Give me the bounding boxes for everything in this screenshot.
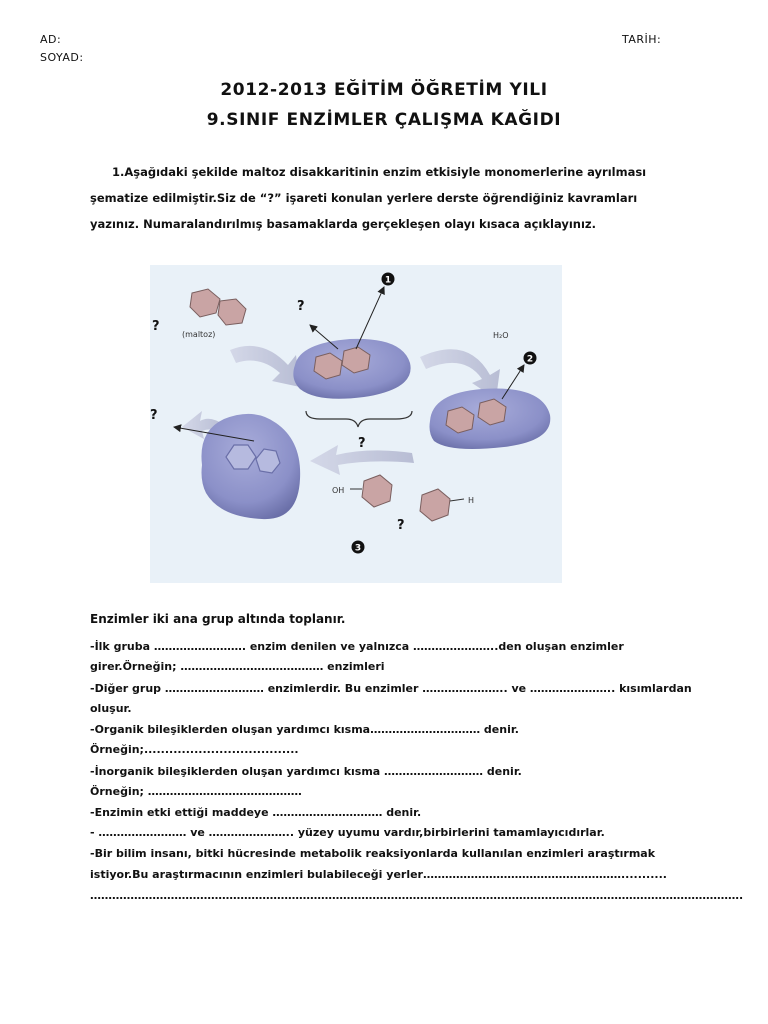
fill-line-10: - …………………… ve ………………….. yüzey uyumu vardır,birbirlerini tamamlayıcıdırlar. <box>90 826 605 839</box>
fill-line-2: girer.Örneğin; ………………………………… enzimleri <box>90 660 385 673</box>
step-2-number: 2 <box>526 354 534 365</box>
step-3-number: 3 <box>354 543 362 554</box>
fill-line-13: ……………………………………………………………………………………………………………………………………………………………. <box>90 889 744 902</box>
fill-line-6: Örneğin;..................................... <box>90 743 299 756</box>
question-mark-brace: ? <box>358 436 366 451</box>
step-1-number: 1 <box>384 275 392 286</box>
fill-line-4: oluşur. <box>90 702 132 715</box>
h-label: H <box>468 496 475 505</box>
fill-line-9: -Enzimin etki ettiği maddeye ………………………… denir. <box>90 806 422 819</box>
title-line-1: 2012-2013 EĞİTİM ÖĞRETİM YILI <box>220 80 548 100</box>
fill-line-3: -Diğer grup ……………………… enzimlerdir. Bu enzimler ………………….. ve ………………….. kısımlardan <box>90 682 692 695</box>
question-1-line-3: yazınız. Numaralandırılmış basamaklarda gerçekleşen olayı kısaca açıklayınız. <box>90 217 596 231</box>
enzyme-diagram <box>150 265 562 583</box>
title-line-2: 9.SINIF ENZİMLER ÇALIŞMA KAĞIDI <box>206 110 562 130</box>
date-label: TARİH: <box>622 33 662 46</box>
water-label: H₂O <box>493 331 509 340</box>
maltose-label: (maltoz) <box>182 330 216 339</box>
section-intro: Enzimler iki ana grup altında toplanır. <box>90 612 346 626</box>
question-mark-left: ? <box>150 408 158 423</box>
oh-label: OH <box>332 486 345 495</box>
question-mark-maltose: ? <box>152 319 160 334</box>
fill-line-5: -Organik bileşiklerden oluşan yardımcı kısma………………………… denir. <box>90 723 519 736</box>
question-mark-enzyme-top: ? <box>297 299 305 314</box>
question-1-line-1: 1.Aşağıdaki şekilde maltoz disakkaritinin enzim etkisiyle monomerlerine ayrılması <box>112 165 647 179</box>
fill-line-7: -İnorganik bileşiklerden oluşan yardımcı kısma ……………………… denir. <box>90 765 522 778</box>
question-mark-products: ? <box>397 518 405 533</box>
fill-line-12: istiyor.Bu araştırmacının enzimleri bulabileceği yerler………………………………………………........... <box>90 868 667 881</box>
name-label: AD: <box>40 33 62 46</box>
fill-line-1: -İlk gruba ……………………. enzim denilen ve yalnızca …………………..den oluşan enzimler <box>90 640 624 653</box>
question-1-line-2: şematize edilmiştir.Siz de “?” işareti konulan yerlere derste öğrendiğiniz kavramları <box>90 191 638 205</box>
surname-label: SOYAD: <box>40 51 84 64</box>
question-1 <box>90 159 690 237</box>
fill-line-8: Örneğin; …………………………………… <box>90 785 302 798</box>
fill-line-11: -Bir bilim insanı, bitki hücresinde metabolik reaksiyonlarda kullanılan enzimleri araştırmak <box>90 847 656 860</box>
